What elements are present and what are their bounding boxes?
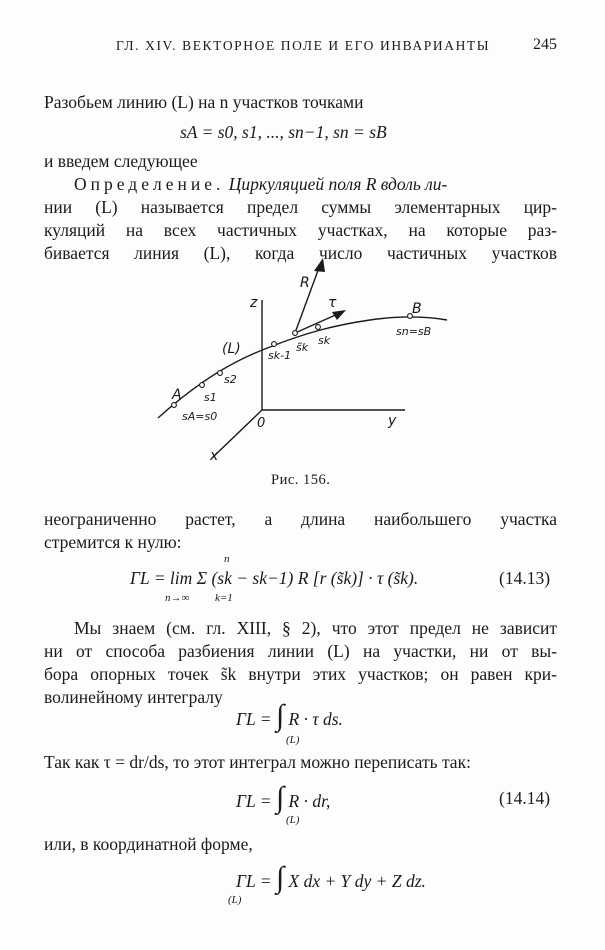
para2-line-2: ни от способа разбиения линии (L) на участки, ни от вы- [44, 641, 557, 661]
equation-14-13: ΓL = lim Σ (sk − sk−1) R [r (s̃k)] · τ (s̃k). [130, 568, 419, 588]
definition-line-2: нии (L) называется предел суммы элементарных цир- [44, 197, 557, 217]
integral-1-lhs: ΓL = [236, 709, 272, 729]
label-sn-sB: sn=sB [396, 325, 432, 338]
equation-number-14-13: (14.13) [499, 568, 551, 588]
arrowhead-R [314, 258, 325, 272]
label-L: (L) [222, 341, 241, 357]
arrowhead-tau [332, 310, 346, 320]
label-tau: τ [328, 295, 337, 311]
x-axis [212, 410, 262, 458]
figure-156 [140, 255, 470, 470]
coord-integral-sub: (L) [228, 894, 242, 906]
point-sA [172, 403, 177, 408]
point-s1 [200, 383, 205, 388]
label-s2: s2 [224, 373, 237, 386]
definition-line-3: куляций на всех частичных участках, на которые раз- [44, 220, 557, 240]
intro-text: Разобьем линию (L) на n участков точками [44, 92, 364, 112]
definition-text-1: Циркуляцией поля R вдоль ли- [228, 174, 448, 194]
eq-14-14-sub: (L) [286, 814, 300, 826]
after-figure-line-1: неограниченно растет, а длина наибольшего участка [44, 509, 557, 529]
label-y: y [388, 413, 397, 429]
equation-14-14 [236, 781, 331, 814]
point-sk-1 [272, 342, 277, 347]
running-title: ГЛ. XIV. ВЕКТОРНОЕ ПОЛЕ И ЕГО ИНВАРИАНТЫ [116, 38, 491, 53]
page-number: 245 [533, 36, 557, 53]
figure-caption: Рис. 156. [271, 472, 331, 488]
or-coord-line: или, в координатной форме, [44, 834, 253, 854]
label-R: R [300, 275, 310, 291]
coord-integral [236, 861, 426, 894]
eq-14-13-sum-lower: k=1 [215, 592, 233, 604]
para2-line-1: Мы знаем (см. гл. XIII, § 2), что этот предел не зависит [74, 618, 557, 638]
label-s1: s1 [204, 391, 217, 404]
label-sk-tilde: s̃k [296, 341, 309, 354]
integral-sign-icon: ∫ [275, 699, 285, 732]
coord-integral-integrand: X dx + Y dy + Z dz. [288, 871, 426, 891]
eq-14-13-limit-sub: n→∞ [165, 592, 190, 604]
label-sk-1: sk-1 [268, 349, 292, 362]
label-x: x [210, 448, 219, 464]
integral-1-sub: (L) [286, 734, 300, 746]
eq-14-13-sum-upper: n [224, 553, 230, 565]
point-sk [316, 325, 321, 330]
definition-line-4: бивается линия (L), когда число частичных участков [44, 243, 557, 263]
definition-line-1 [74, 172, 557, 196]
after-figure-line-2: стремится к нулю: [44, 532, 182, 552]
eq-14-14-lhs: ΓL = [236, 791, 272, 811]
intro-line [44, 90, 364, 114]
point-sk-tilde [293, 331, 298, 336]
label-B: B [412, 301, 422, 317]
label-sA-s0: sA=s0 [182, 410, 218, 423]
label-z: z [250, 295, 258, 311]
definition-term: Определение. [74, 174, 225, 194]
equation-number-14-14: (14.14) [499, 788, 551, 808]
integral-1-integrand: R · τ ds. [288, 709, 343, 729]
since-line: Так как τ = dr/ds, то этот интеграл можно переписать так: [44, 752, 471, 772]
point-s2 [218, 371, 223, 376]
integral-sign-icon: ∫ [275, 781, 285, 814]
coord-integral-lhs: ΓL = [236, 871, 272, 891]
integral-sign-icon: ∫ [275, 861, 285, 894]
para2-line-4: волинейному интегралу [44, 687, 223, 707]
partition-formula: sA = s0, s1, ..., sn−1, sn = sB [180, 122, 387, 142]
label-sk: sk [318, 334, 331, 347]
label-origin: 0 [257, 416, 266, 431]
para2-line-3: бора опорных точек s̃k внутри этих участков; он равен кри- [44, 664, 557, 684]
eq-14-14-integrand: R · dr, [288, 791, 331, 811]
integral-1 [236, 699, 343, 732]
and-introduce: и введем следующее [44, 151, 198, 171]
label-A: A [172, 387, 182, 403]
